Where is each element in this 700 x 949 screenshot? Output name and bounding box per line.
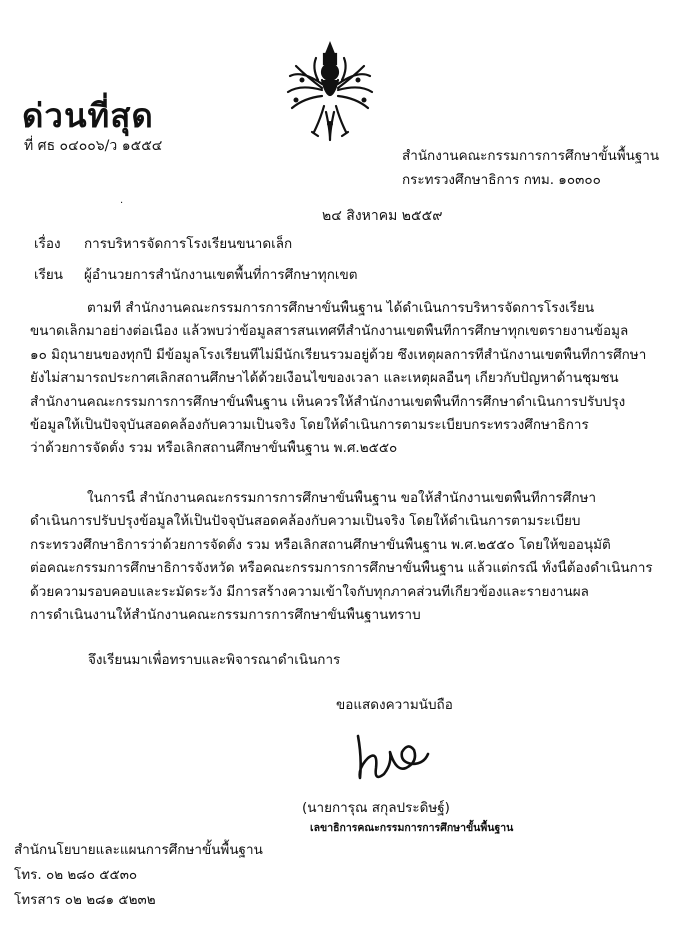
footer-office: สำนักนโยบายและแผนการศึกษาขั้นพื้นฐาน [14,842,263,858]
urgency-heading: ด่วนที่สุด [22,96,154,135]
garuda-emblem-icon [282,40,378,144]
body-paragraph-1 [30,300,674,464]
footer-fax: โทรสาร ๐๒ ๒๘๑ ๕๒๓๒ [14,892,156,908]
document-number: ที่ ศธ ๐๔๐๐๖/ว ๑๕๕๔ [24,138,163,154]
paragraph-line: ขนาดเล็กมาอย่างต่อเนื่อง แล้วพบว่าข้อมูลสารสนเทศที่สำนักงานเขตพื้นที่การศึกษาทุกเขตรายงานข้อมูล [30,323,629,340]
signer-position: เลขาธิการคณะกรรมการการศึกษาขั้นพื้นฐาน [310,822,514,834]
signer-name: (นายการุณ สกุลประดิษฐ์) [302,800,450,816]
paragraph-line: ดำเนินการปรับปรุงข้อมูลให้เป็นปัจจุบันสอดคล้องกับความเป็นจริง โดยให้ดำเนินการตามระเบียบ [30,513,581,530]
paragraph-line: ข้อมูลให้เป็นปัจจุบันสอดคล้องกับความเป็นจริง โดยให้ดำเนินการตามระเบียบกระทรวงศึกษาธิการ [30,416,589,433]
paragraph-line: การดำเนินงานให้สำนักงานคณะกรรมการการศึกษาขั้นพื้นฐานทราบ [30,606,421,623]
subject-label: เรื่อง [34,236,61,252]
paragraph-line: ในการนี้ สำนักงานคณะกรรมการการศึกษาขั้นพื้นฐาน ขอให้สำนักงานเขตพื้นที่การศึกษา [87,490,597,506]
body-paragraph-2 [30,490,674,630]
paragraph-line: ต่อคณะกรรมการศึกษาธิการจังหวัด หรือคณะกรรมการการศึกษาขั้นพื้นฐาน แล้วแต่กรณี ทั้งนี้ต้องดำเนินการ [30,560,653,577]
closing-sentence: จึงเรียนมาเพื่อทราบและพิจารณาดำเนินการ [88,652,341,668]
footer-phone: โทร. ๐๒ ๒๘๐ ๕๕๓๐ [14,867,138,883]
stray-dot: · [120,198,124,209]
paragraph-line: กระทรวงศึกษาธิการว่าด้วยการจัดตั้ง รวม หรือเลิกสถานศึกษาขั้นพื้นฐาน พ.ศ.๒๕๕๐ โดยให้ขออนุมัติ [30,536,611,553]
paragraph-line: ๑๐ มิถุนายนของทุกปี มีข้อมูลโรงเรียนที่ไม่มีนักเรียนรวมอยู่ด้วย ซึ่งเหตุผลการที่สำนักงานเขตพื้นที่การศึกษา [30,346,647,363]
subject-text: การบริหารจัดการโรงเรียนขนาดเล็ก [84,236,293,252]
ministry-office-line2: กระทรวงศึกษาธิการ กทม. ๑๐๓๐๐ [402,172,601,188]
handwritten-signature [348,728,432,786]
salutation-label: เรียน [34,267,64,283]
paragraph-line: ตามที่ สำนักงานคณะกรรมการการศึกษาขั้นพื้นฐาน ได้ดำเนินการบริหารจัดการโรงเรียน [87,300,595,316]
ministry-office-line1: สำนักงานคณะกรรมการการศึกษาขั้นพื้นฐาน [402,148,660,164]
paragraph-line: สำนักงานคณะกรรมการการศึกษาขั้นพื้นฐาน เห็นควรให้สำนักงานเขตพื้นที่การศึกษาดำเนินการปรับปรุง [30,393,626,410]
salutation-text: ผู้อำนวยการสำนักงานเขตพื้นที่การศึกษาทุกเขต [84,267,358,283]
paragraph-line: ด้วยความรอบคอบและระมัดระวัง มีการสร้างความเข้าใจกับทุกภาคส่วนที่เกี่ยวข้องและรายงานผล [30,583,589,600]
complimentary-close: ขอแสดงความนับถือ [336,697,453,713]
paragraph-line: ยังไม่สามารถประกาศเลิกสถานศึกษาได้ด้วยเงื่อนไขของเวลา และเหตุผลอื่นๆ เกี่ยวกับปัญหาด้านชุมชน [30,370,619,387]
paragraph-line: ว่าด้วยการจัดตั้ง รวม หรือเลิกสถานศึกษาขั้นพื้นฐาน พ.ศ.๒๕๕๐ [30,440,398,457]
letter-date: ๒๔ สิงหาคม ๒๕๕๙ [322,208,443,224]
